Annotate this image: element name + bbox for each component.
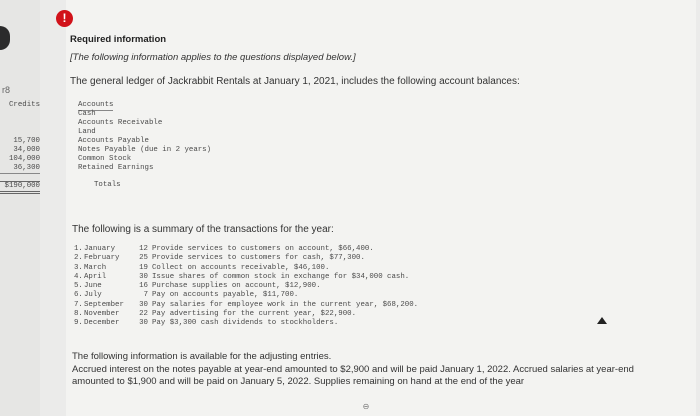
- txn-month: June: [84, 282, 102, 291]
- list-item: [74, 254, 418, 263]
- txn-number: 5.: [74, 282, 83, 291]
- transactions-list: [74, 245, 418, 329]
- required-note: [The following information applies to the questions displayed below.]: [70, 52, 356, 63]
- txn-text: Provide services to customers for cash, $77,300.: [152, 254, 365, 263]
- txn-text: Pay salaries for employee work in the current year, $68,200.: [152, 300, 419, 309]
- txn-month: January: [84, 245, 116, 253]
- summary-intro: The following is a summary of the transactions for the year:: [72, 224, 334, 235]
- txn-day: 22: [139, 310, 148, 319]
- account-name: Accounts Receivable: [78, 119, 163, 127]
- alert-icon: !: [56, 10, 73, 27]
- list-item: [74, 301, 418, 310]
- txn-number: 3.: [74, 263, 83, 272]
- txn-month: December: [84, 319, 120, 328]
- adjusting-text: Accrued interest on the notes payable at year-end amounted to $2,900 and will be paid January 1, 2022. Accrued salaries at year-end amounted to $1,900 and will be paid on January 5, 2022. Supplies remaining on hand at the end of the year: [72, 364, 634, 387]
- txn-text: Pay $3,300 cash dividends to stockholders.: [152, 319, 339, 328]
- list-item: [74, 282, 418, 291]
- txn-month: February: [84, 254, 120, 263]
- txn-day: 12: [139, 245, 148, 253]
- txn-month: March: [84, 263, 107, 272]
- txn-number: 2.: [74, 254, 83, 263]
- txn-month: November: [84, 310, 120, 319]
- total-credit: $190,000: [0, 181, 40, 194]
- left-panel-strip: [0, 0, 40, 416]
- txn-month: April: [84, 272, 107, 281]
- intro-text: The general ledger of Jackrabbit Rentals at January 1, 2021, includes the following account balances:: [70, 76, 520, 87]
- txn-day: 30: [139, 300, 148, 309]
- txn-number: 9.: [74, 319, 83, 328]
- accounts-header: Accounts: [78, 101, 114, 109]
- txn-number: 7.: [74, 300, 83, 309]
- txn-text: Pay advertising for the current year, $22,900.: [152, 310, 357, 319]
- txn-text: Pay on accounts payable, $11,700.: [152, 291, 299, 300]
- credit-value: 104,000: [8, 155, 40, 163]
- txn-number: 8.: [74, 310, 83, 319]
- ledger-table: [4, 101, 374, 197]
- side-question-number: r8: [2, 85, 11, 95]
- required-title: Required information: [70, 34, 167, 45]
- txn-month: July: [84, 291, 102, 300]
- list-item: [74, 291, 418, 300]
- txn-text: Purchase supplies on account, $12,900.: [152, 282, 321, 291]
- list-item: [74, 273, 418, 282]
- account-name: Land: [78, 128, 96, 136]
- credits-header: Credits: [8, 101, 40, 109]
- mouse-cursor-icon: [597, 317, 607, 324]
- txn-number: 4.: [74, 272, 83, 281]
- account-name: Retained Earnings: [78, 164, 154, 172]
- account-name: Cash: [78, 110, 96, 118]
- credit-value: 36,300: [0, 164, 40, 174]
- txn-text: Issue shares of common stock in exchange for $34,000 cash.: [152, 272, 410, 281]
- txn-day: 19: [139, 263, 148, 272]
- txn-text: Collect on accounts receivable, $46,100.: [152, 263, 330, 272]
- credit-value: 15,700: [13, 137, 40, 145]
- txn-month: September: [84, 300, 124, 309]
- txn-day: 25: [139, 254, 148, 263]
- txn-day: 7: [143, 291, 148, 300]
- account-name: Notes Payable (due in 2 years): [78, 146, 212, 154]
- txn-day: 30: [139, 272, 148, 281]
- account-name: Accounts Payable: [78, 137, 149, 145]
- expand-icon[interactable]: ⊖: [362, 402, 370, 411]
- credit-value: 34,000: [13, 146, 40, 154]
- list-item: [74, 245, 418, 254]
- account-name: Common Stock: [78, 155, 132, 163]
- list-item: [74, 264, 418, 273]
- totals-label: Totals: [94, 181, 121, 189]
- txn-number: 1.: [74, 245, 83, 253]
- list-item: [74, 319, 418, 328]
- txn-day: 16: [139, 282, 148, 291]
- list-item: [74, 310, 418, 319]
- txn-number: 6.: [74, 291, 83, 300]
- adjusting-intro: The following information is available for the adjusting entries.: [72, 351, 332, 362]
- txn-day: 30: [139, 319, 148, 328]
- txn-text: Provide services to customers on account, $66,400.: [152, 245, 374, 253]
